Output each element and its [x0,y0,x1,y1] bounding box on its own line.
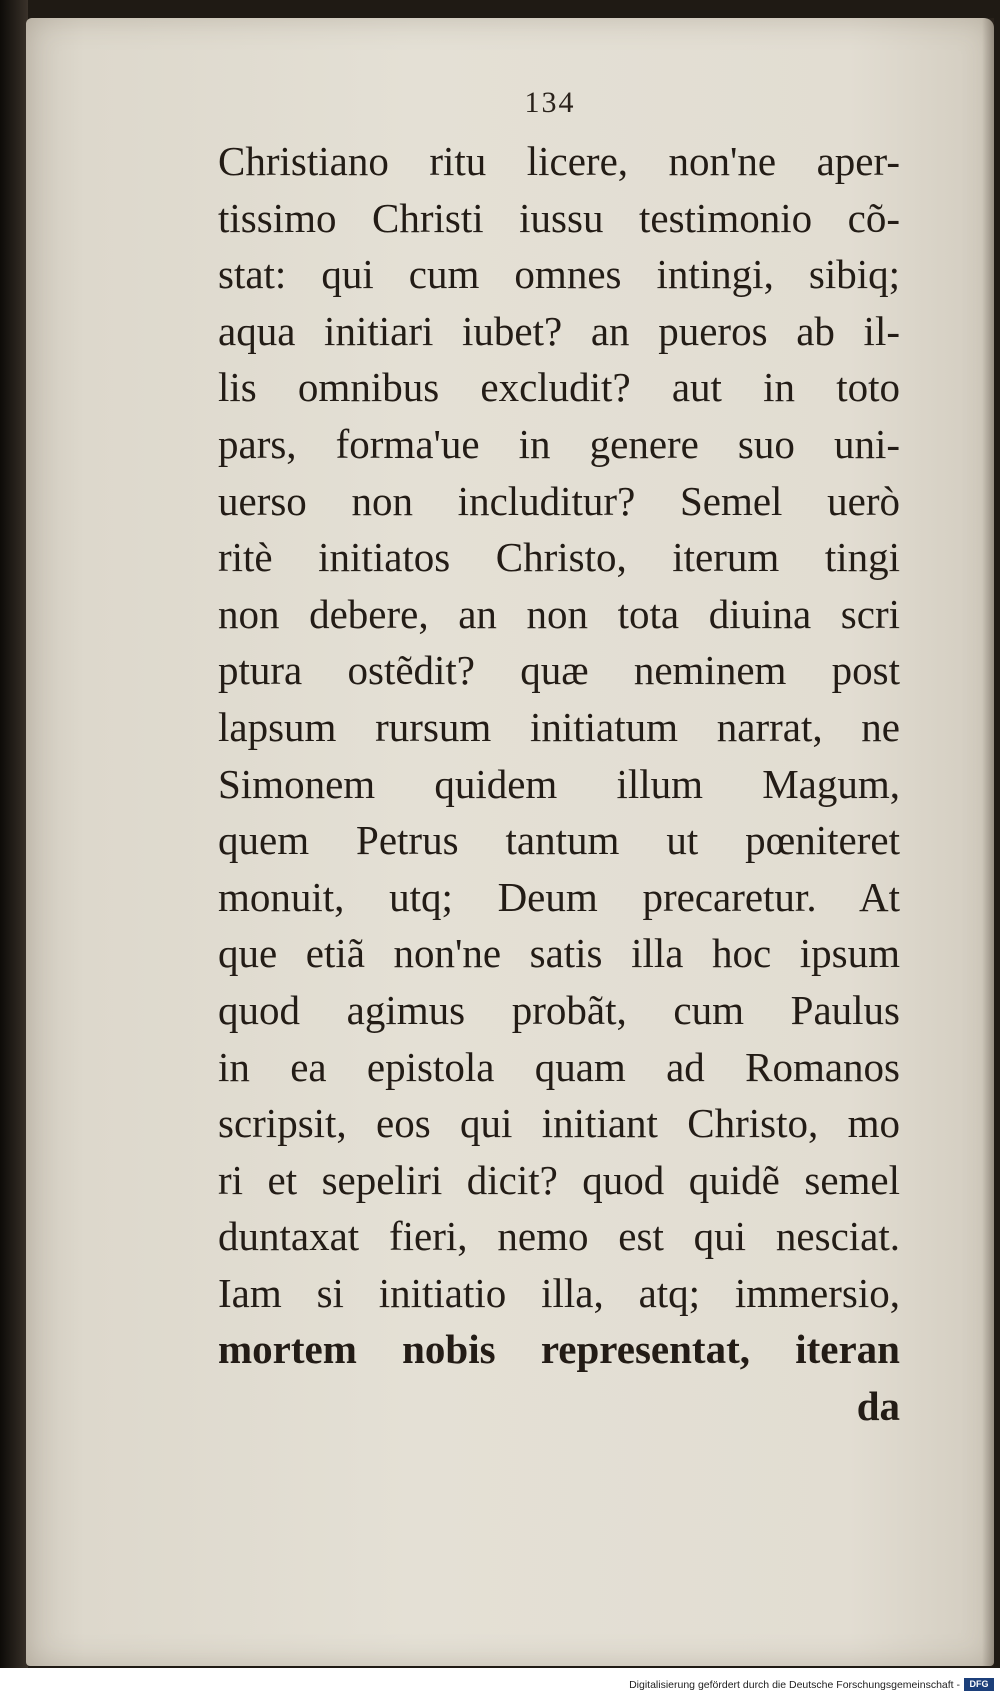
text-line: Iam si initiatio illa, atq; immersio, [218,1269,900,1316]
text-line: non debere, an non tota diuina scri [218,590,900,637]
text-line: monuit, utq; Deum precaretur. At [218,873,900,920]
text-line: scripsit, eos qui initiant Christo, mo [218,1100,900,1147]
page-number: 134 [524,86,576,119]
text-line: aqua initiari iubet? an pueros ab il- [218,307,900,354]
text-line: duntaxat fieri, nemo est qui nesciat. [218,1213,900,1260]
text-line: pars, forma'ue in genere suo uni- [218,420,900,467]
catchword: da [856,1383,900,1430]
text-line: stat: qui cum omnes intingi, sibiq; [218,251,900,298]
text-line: Christiano ritu licere, non'ne aper- [218,138,900,184]
text-line: in ea epistola quam ad Romanos [218,1043,900,1090]
text-line: ri et sepeliri dicit? quod quidẽ semel [218,1156,900,1203]
text-line: quem Petrus tantum ut pœniteret [218,817,900,864]
text-line: quod agimus probãt, cum Paulus [218,986,900,1033]
text-line: lis omnibus excludit? aut in toto [218,364,900,411]
text-line: uerso non includitur? Semel uerò [218,477,900,524]
text-line: lapsum rursum initiatum narrat, ne [218,703,900,750]
text-line: tissimo Christi iussu testimonio cõ- [218,194,900,241]
text-line: mortem nobis representat, iteran [218,1326,900,1373]
page-edge-shadow [982,18,994,1666]
text-line: que etiã non'ne satis illa hoc ipsum [218,930,900,977]
book-spine-shadow [0,0,28,1668]
text-line: ritè initiatos Christo, iterum tingi [218,534,900,581]
dfg-logo: DFG [964,1678,994,1691]
digitization-credit: Digitalisierung gefördert durch die Deutsche Forschungsgemeinschaft - [629,1679,960,1691]
text-block [218,133,900,1435]
text-line: Simonem quidem illum Magum, [218,760,900,807]
text-line: ptura ostẽdit? quæ neminem post [218,647,900,694]
